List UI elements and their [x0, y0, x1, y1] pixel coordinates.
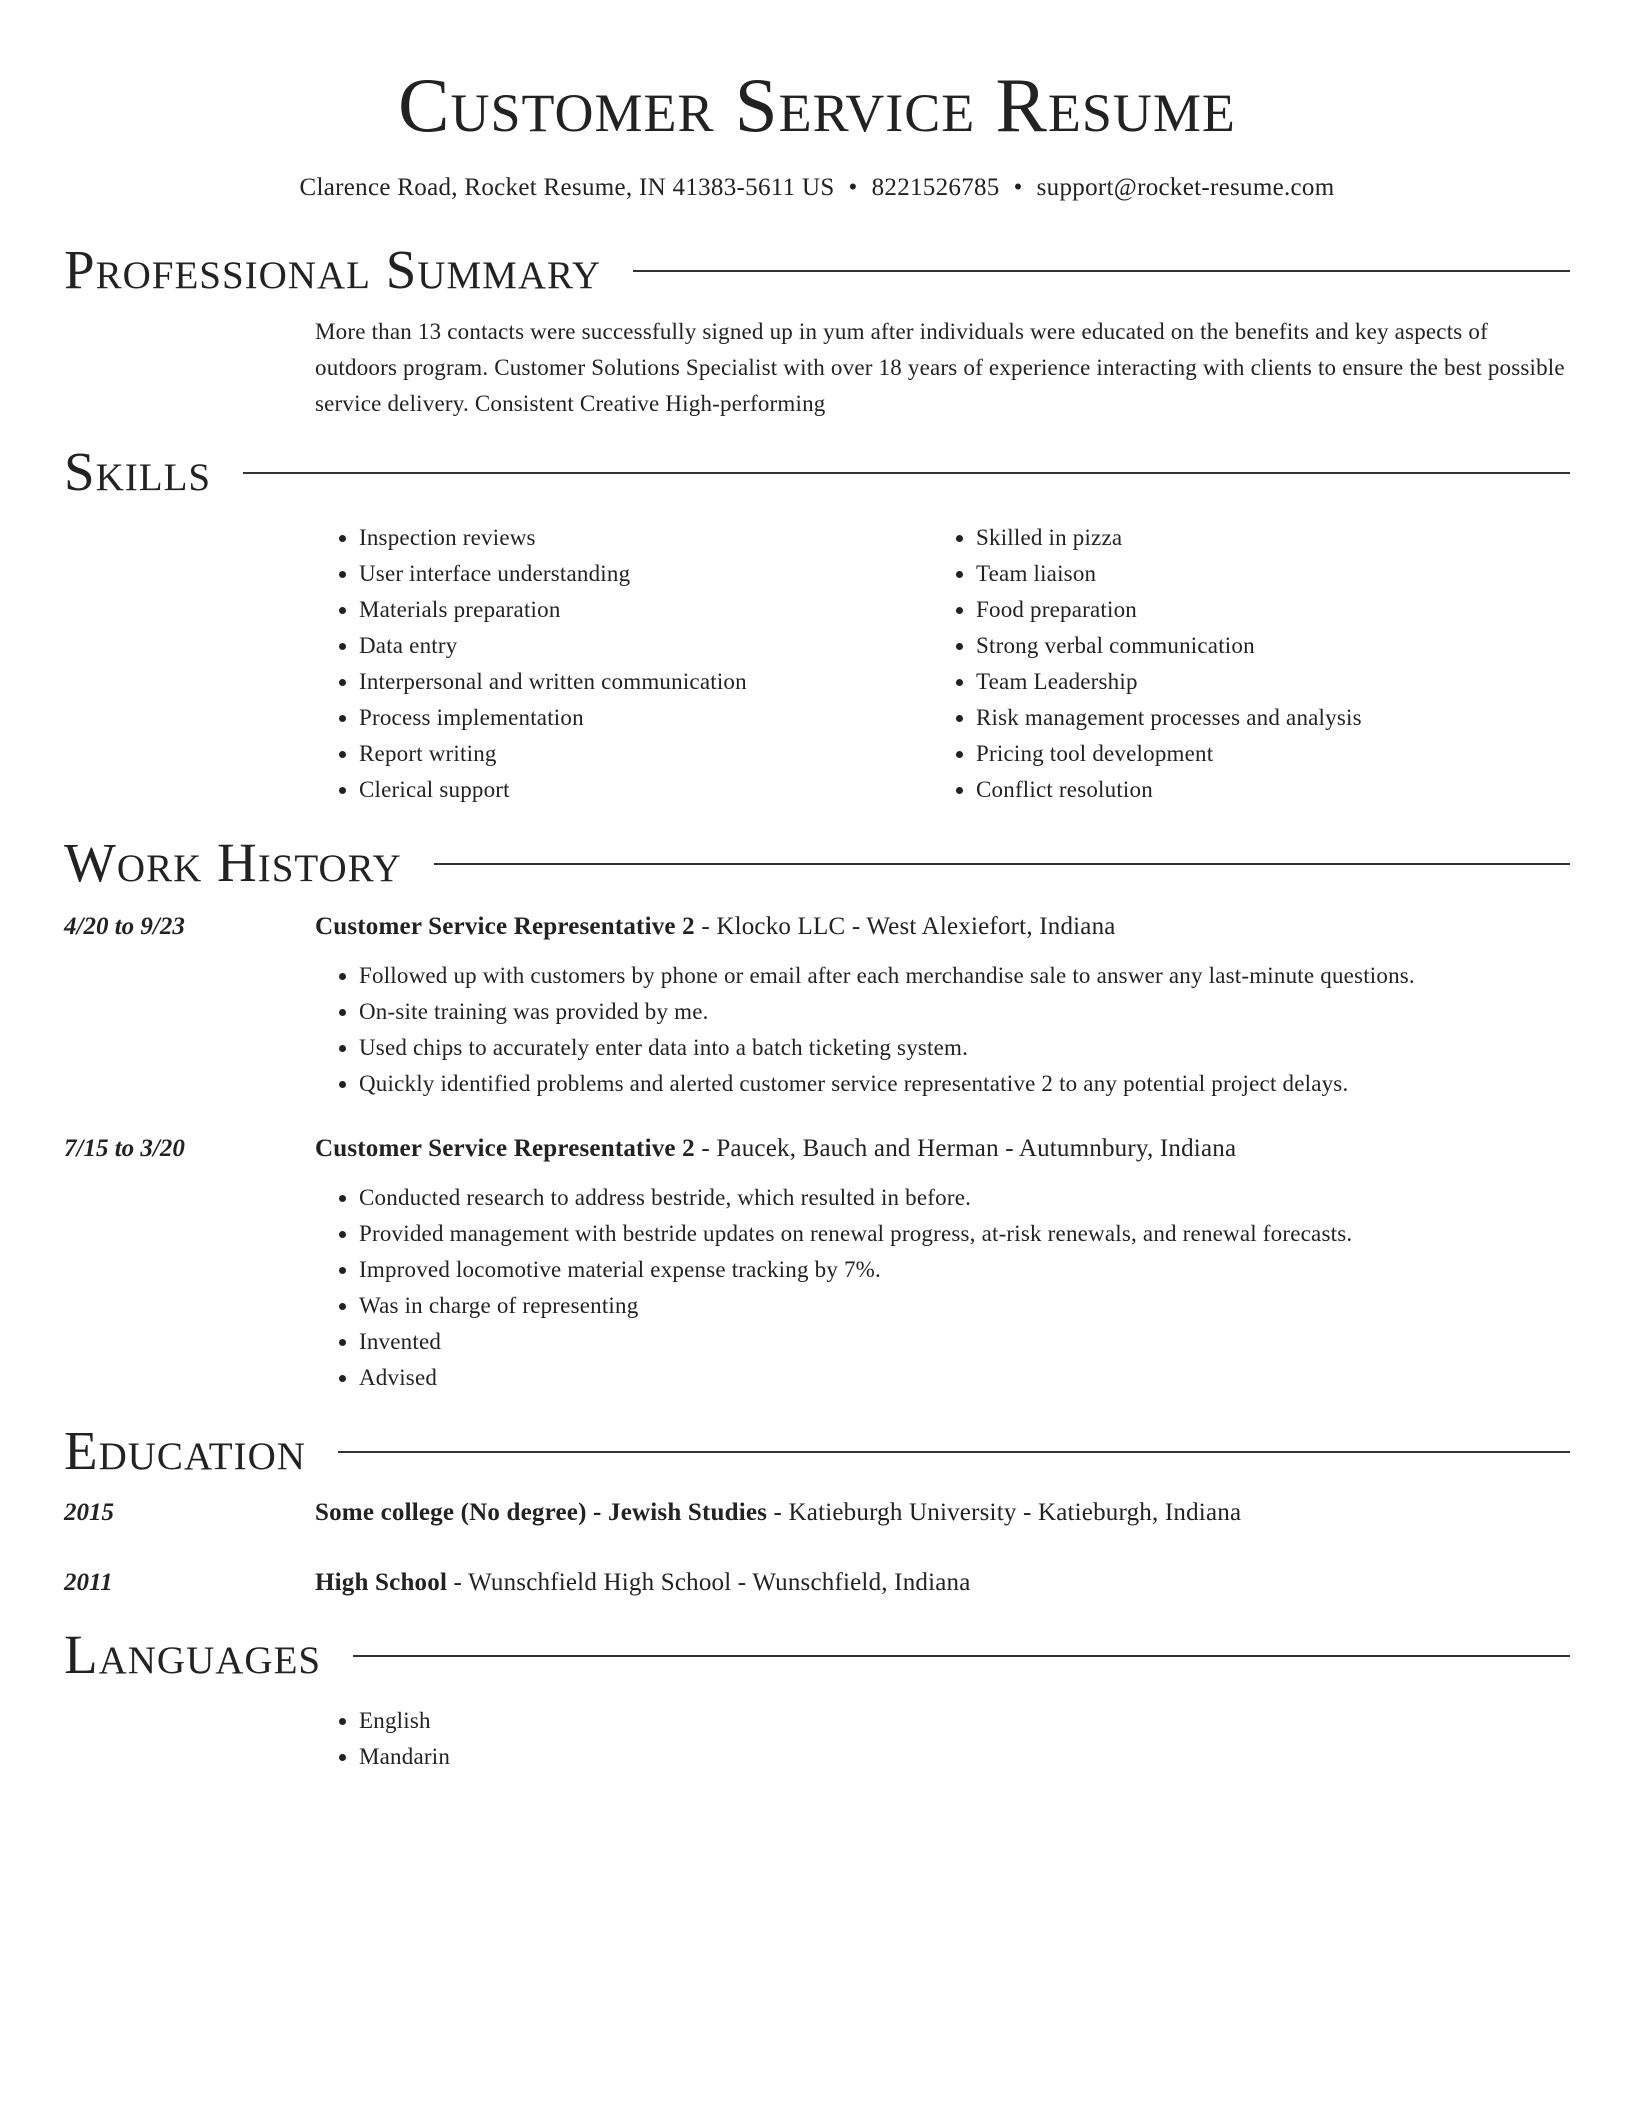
- education-heading: [315, 1566, 1570, 1600]
- education-year: 2015: [64, 1499, 114, 1526]
- skill-item: • Risk management processes and analysis: [976, 700, 1549, 736]
- duty-item: • Advised: [359, 1360, 1570, 1396]
- skill-item: • Clerical support: [359, 772, 932, 808]
- phone-text: 8221526785: [871, 174, 1000, 201]
- section-divider: [243, 472, 1570, 474]
- section-divider: [434, 863, 1570, 865]
- language-item: • Mandarin: [359, 1739, 1570, 1775]
- job-title: Customer Service Representative 2: [315, 1135, 695, 1162]
- section-divider: [353, 1655, 1570, 1657]
- section-heading: Education: [64, 1420, 306, 1481]
- resume-title: Customer Service Resume: [398, 62, 1236, 148]
- skill-item: • Team liaison: [976, 556, 1549, 592]
- job-duties: [315, 958, 1570, 1102]
- school-details: - Wunschfield High School - Wunschfield, Indiana: [447, 1569, 971, 1596]
- job-title: Customer Service Representative 2: [315, 913, 695, 940]
- contact-line: [64, 172, 1570, 204]
- job-heading: [315, 1132, 1570, 1166]
- section-divider: [633, 270, 1570, 272]
- skills-list-left: [315, 520, 932, 808]
- education-section: [64, 1416, 1570, 1600]
- skill-item: • Strong verbal communication: [976, 628, 1549, 664]
- duty-item: • Quickly identified problems and alerted customer service representative 2 to any potential project delays.: [359, 1066, 1570, 1102]
- separator-dot: •: [848, 174, 858, 201]
- skill-item: • Materials preparation: [359, 592, 932, 628]
- duty-item: • Conducted research to address bestride, which resulted in before.: [359, 1180, 1570, 1216]
- skill-item: • Process implementation: [359, 700, 932, 736]
- section-heading: Work History: [64, 832, 402, 893]
- section-heading: Skills: [64, 441, 212, 502]
- job-dates: 4/20 to 9/23: [64, 913, 185, 940]
- job-entry: [64, 1132, 1570, 1396]
- summary-section: [64, 235, 1570, 422]
- section-heading: Languages: [64, 1624, 322, 1685]
- duty-item: • Used chips to accurately enter data into a batch ticketing system.: [359, 1030, 1570, 1066]
- skill-item: • Interpersonal and written communication: [359, 664, 932, 700]
- email-text: support@rocket-resume.com: [1036, 174, 1335, 201]
- degree-title: Some college (No degree) - Jewish Studies: [315, 1499, 768, 1526]
- job-duties: [315, 1180, 1570, 1396]
- skills-column-right: [932, 520, 1549, 808]
- skills-section: [64, 437, 1570, 808]
- education-entry: [64, 1496, 1570, 1530]
- skill-item: • Report writing: [359, 736, 932, 772]
- duty-item: • Followed up with customers by phone or email after each merchandise sale to answer any last-minute questions.: [359, 958, 1570, 994]
- resume-page: [64, 0, 1570, 1775]
- education-heading: [315, 1496, 1570, 1530]
- skill-item: • User interface understanding: [359, 556, 932, 592]
- skill-item: • Data entry: [359, 628, 932, 664]
- school-details: - Katieburgh University - Katieburgh, Indiana: [767, 1499, 1242, 1526]
- duty-item: • Invented: [359, 1324, 1570, 1360]
- work-history-header: [64, 828, 1570, 898]
- work-history-section: [64, 828, 1570, 1396]
- duty-item: • Was in charge of representing: [359, 1288, 1570, 1324]
- job-heading: [315, 910, 1570, 944]
- duty-item: • On-site training was provided by me.: [359, 994, 1570, 1030]
- skill-item: • Conflict resolution: [976, 772, 1549, 808]
- section-heading: Professional Summary: [64, 239, 602, 300]
- job-company: - Paucek, Bauch and Herman - Autumnbury, Indiana: [694, 1135, 1237, 1162]
- skills-grid: [315, 520, 1570, 808]
- education-header: [64, 1416, 1570, 1486]
- skill-item: • Pricing tool development: [976, 736, 1549, 772]
- languages-section: [64, 1620, 1570, 1775]
- languages-header: [64, 1620, 1570, 1690]
- separator-dot: •: [1013, 174, 1023, 201]
- duty-item: • Improved locomotive material expense tracking by 7%.: [359, 1252, 1570, 1288]
- skills-column-left: [315, 520, 932, 808]
- summary-header: [64, 235, 1570, 305]
- skill-item: • Inspection reviews: [359, 520, 932, 556]
- job-dates: 7/15 to 3/20: [64, 1135, 185, 1162]
- skill-item: • Food preparation: [976, 592, 1549, 628]
- education-entry: [64, 1566, 1570, 1600]
- skill-item: • Skilled in pizza: [976, 520, 1549, 556]
- skills-list-right: [932, 520, 1549, 808]
- summary-text: More than 13 contacts were successfully signed up in yum after individuals were educated on the benefits and key aspects of outdoors program. Customer Solutions Specialist with over 18 years of experience interacting with clients to ensure the best possible service delivery. Consistent Creative High-performing: [315, 319, 1565, 416]
- address-text: Clarence Road, Rocket Resume, IN 41383-5611 US: [299, 174, 835, 201]
- language-item: • English: [359, 1703, 1570, 1739]
- job-company: - Klocko LLC - West Alexiefort, Indiana: [694, 913, 1116, 940]
- section-divider: [338, 1451, 1570, 1453]
- degree-title: High School: [315, 1569, 448, 1596]
- job-entry: [64, 910, 1570, 1102]
- duty-item: • Provided management with bestride updates on renewal progress, at-risk renewals, and renewal forecasts.: [359, 1216, 1570, 1252]
- languages-list: [315, 1703, 1570, 1775]
- skills-header: [64, 437, 1570, 507]
- skill-item: • Team Leadership: [976, 664, 1549, 700]
- education-year: 2011: [64, 1569, 113, 1596]
